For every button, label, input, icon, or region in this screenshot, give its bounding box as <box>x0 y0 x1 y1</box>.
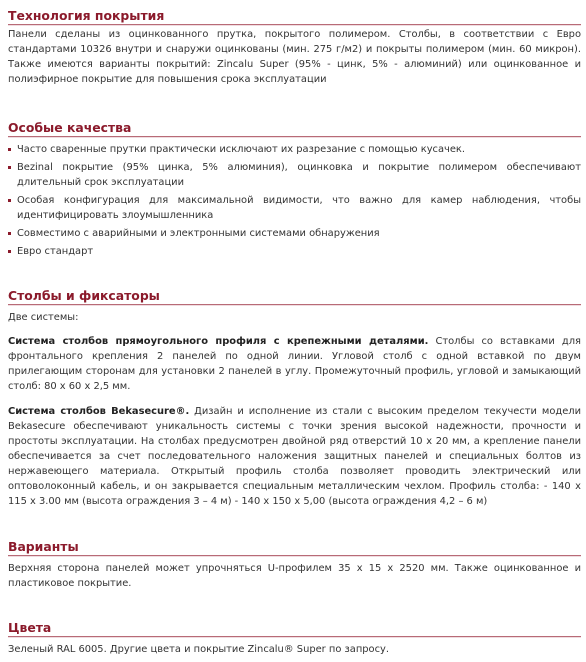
section-posts <box>8 288 581 509</box>
section-colors <box>8 620 581 657</box>
section-title-colors: Цвета <box>8 620 581 637</box>
list-item-text: Bezinal покрытие (95% цинка, 5% алюминия), оцинковка и покрытие полимером обеспечивают длительный срок эксплуатации <box>17 162 581 188</box>
posts-intro: Две системы: <box>8 312 79 323</box>
square-bullet-icon <box>8 166 11 169</box>
system-1-text: Столбы со вставками для фронтального крепления 2 панелей по одной линии. Угловой столб с одной вставкой по двум прилегающим сторонам для установки 2 панелей в углу. Промежуточный профиль, угловой и замыкающий столб: 80 х 60 х 2,5 мм. <box>8 336 581 392</box>
posts-system-2 <box>8 404 581 509</box>
list-item-text: Особая конфигурация для максимальной видимости, что важно для камер наблюдения, чтобы идентифицировать злоумышленника <box>17 195 581 221</box>
list-item-text: Часто сваренные прутки практически исключают их разрезание с помощью кусачек. <box>17 144 466 155</box>
technology-paragraph: Панели сделаны из оцинкованного прутка, покрытого полимером. Столбы, в соответствии с Евро стандартами 10326 внутри и снаружи оцинкованы (мин. 275 г/м2) и покрыты полимером (мин. 60 микрон). Также имеются варианты покрытий: Zincalu Super (95% - цинк, 5% - алюминий) или оцинкованное и полиэфирное покрытие для повышения срока эксплуатации <box>8 29 581 85</box>
section-technology <box>8 8 581 87</box>
section-title-variants: Варианты <box>8 539 581 556</box>
section-title-qualities: Особые качества <box>8 120 581 137</box>
list-item <box>8 160 581 190</box>
list-item-text: Совместимо с аварийными и электронными системами обнаружения <box>17 228 380 239</box>
section-title-technology: Технология покрытия <box>8 8 581 25</box>
section-title-posts: Столбы и фиксаторы <box>8 288 581 305</box>
system-1-title: Система столбов прямоугольного профиля с крепежными деталями. <box>8 336 429 347</box>
variants-paragraph: Верхняя сторона панелей может упрочняться U-профилем 35 х 15 х 2520 мм. Также оцинкованное и пластиковое покрытие. <box>8 563 581 589</box>
square-bullet-icon <box>8 199 11 202</box>
section-variants <box>8 539 581 591</box>
section-qualities <box>8 120 581 262</box>
square-bullet-icon <box>8 250 11 253</box>
posts-system-1 <box>8 334 581 394</box>
square-bullet-icon <box>8 232 11 235</box>
list-item-text: Евро стандарт <box>17 246 94 257</box>
list-item <box>8 244 581 259</box>
list-item <box>8 142 581 157</box>
square-bullet-icon <box>8 148 11 151</box>
qualities-list <box>8 142 581 259</box>
colors-paragraph: Зеленый RAL 6005. Другие цвета и покрытие Zincalu® Super по запросу. <box>8 644 389 655</box>
list-item <box>8 193 581 223</box>
system-2-title: Система столбов Bekasecure®. <box>8 406 190 417</box>
list-item <box>8 226 581 241</box>
system-2-text: Дизайн и исполнение из стали с высоким пределом текучести модели Bekasecure обеспечивают уникальность системы с точки зрения высокой надежности, прочности и простоты эксплуатации. На столбах предусмотрен двойной ряд отверстий 10 х 20 мм, а крепление панели обеспечивается за счет последовательного наложения защитных панелей и специальных болтов из нержавеющего материала. Открытый профиль столба позволяет проводить электрический или оптоволоконный кабель, и он закрывается специальным металлическим чехлом. Профиль столба: - 140 х 115 х 3.00 мм (высота ограждения 3 – 4 м) - 140 х 150 х 5,00 (высота ограждения 4,2 – 6 м) <box>8 406 581 507</box>
